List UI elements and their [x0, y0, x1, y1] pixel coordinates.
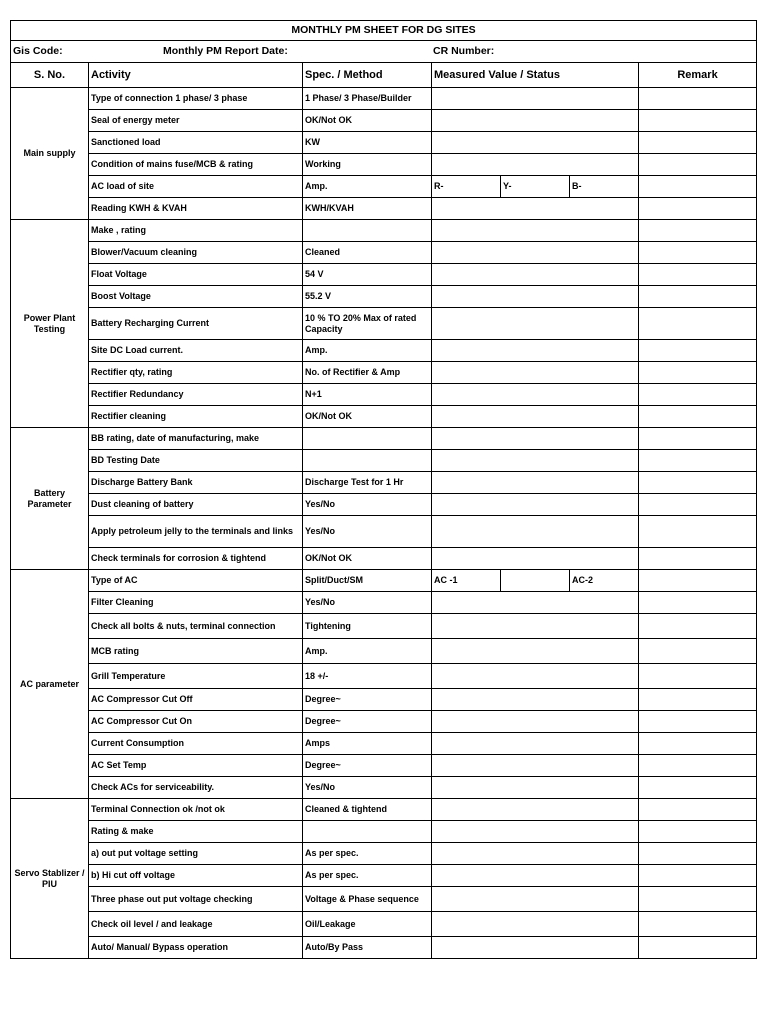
table-row [11, 494, 757, 516]
spec-cell: Discharge Test for 1 Hr [303, 472, 432, 494]
measured-cell[interactable] [432, 220, 639, 242]
section-label: Main supply [11, 88, 89, 220]
measured-cell[interactable] [432, 384, 639, 406]
table-row [11, 614, 757, 639]
spec-cell: Tightening [303, 614, 432, 639]
activity-cell: AC load of site [89, 176, 303, 198]
spec-cell: OK/Not OK [303, 406, 432, 428]
table-row [11, 220, 757, 242]
remark-cell[interactable] [639, 176, 757, 198]
measured-cell[interactable] [432, 912, 639, 937]
spec-cell: Amp. [303, 176, 432, 198]
activity-cell: Three phase out put voltage checking [89, 887, 303, 912]
activity-cell: MCB rating [89, 639, 303, 664]
measured-cell[interactable] [432, 711, 639, 733]
table-row [11, 308, 757, 340]
table-row [11, 384, 757, 406]
remark-cell[interactable] [639, 450, 757, 472]
measured-cell[interactable] [432, 450, 639, 472]
remark-cell[interactable] [639, 865, 757, 887]
spec-cell: Yes/No [303, 592, 432, 614]
measured-cell[interactable] [432, 472, 639, 494]
activity-cell: Boost Voltage [89, 286, 303, 308]
measured-cell[interactable] [432, 110, 639, 132]
spec-cell: Voltage & Phase sequence [303, 887, 432, 912]
report-date-label: Monthly PM Report Date: [163, 45, 288, 57]
table-row [11, 516, 757, 548]
measured-cell[interactable] [432, 494, 639, 516]
activity-cell: Check oil level / and leakage [89, 912, 303, 937]
activity-cell: Rectifier qty, rating [89, 362, 303, 384]
gis-code-label: Gis Code: [13, 45, 63, 57]
activity-cell: BD Testing Date [89, 450, 303, 472]
remark-cell[interactable] [639, 428, 757, 450]
spec-cell: N+1 [303, 384, 432, 406]
activity-cell: Dust cleaning of battery [89, 494, 303, 516]
section-label: AC parameter [11, 570, 89, 799]
spec-cell: Yes/No [303, 516, 432, 548]
table-row [11, 110, 757, 132]
remark-cell[interactable] [639, 664, 757, 689]
table-row [11, 912, 757, 937]
activity-cell: Check terminals for corrosion & tightend [89, 548, 303, 570]
remark-cell[interactable] [639, 340, 757, 362]
activity-cell: Reading KWH & KVAH [89, 198, 303, 220]
remark-cell[interactable] [639, 286, 757, 308]
measured-cell[interactable] [432, 887, 639, 912]
table-row [11, 154, 757, 176]
table-row [11, 777, 757, 799]
table-row [11, 406, 757, 428]
table-row [11, 362, 757, 384]
activity-cell: Make , rating [89, 220, 303, 242]
spec-cell: OK/Not OK [303, 110, 432, 132]
measured-cell[interactable] [432, 614, 639, 639]
measured-cell[interactable] [432, 428, 639, 450]
measured-subcell[interactable]: B- [570, 176, 639, 198]
table-row [11, 264, 757, 286]
remark-cell[interactable] [639, 592, 757, 614]
col-header-activity: Activity [89, 63, 303, 88]
measured-cell[interactable] [432, 198, 639, 220]
table-row [11, 755, 757, 777]
spec-cell: As per spec. [303, 843, 432, 865]
spec-cell: 1 Phase/ 3 Phase/Builder [303, 88, 432, 110]
activity-cell: Type of AC [89, 570, 303, 592]
activity-cell: b) Hi cut off voltage [89, 865, 303, 887]
measured-cell[interactable] [432, 362, 639, 384]
spec-cell: 55.2 V [303, 286, 432, 308]
activity-cell: Check ACs for serviceability. [89, 777, 303, 799]
activity-cell: Site DC Load current. [89, 340, 303, 362]
remark-cell[interactable] [639, 821, 757, 843]
page-title: MONTHLY PM SHEET FOR DG SITES [11, 21, 757, 41]
section-label: Servo Stablizer / PIU [11, 799, 89, 959]
activity-cell: Battery Recharging Current [89, 308, 303, 340]
remark-cell[interactable] [639, 799, 757, 821]
spec-cell [303, 428, 432, 450]
remark-cell[interactable] [639, 912, 757, 937]
spec-cell: Cleaned [303, 242, 432, 264]
activity-cell: Type of connection 1 phase/ 3 phase [89, 88, 303, 110]
remark-cell[interactable] [639, 777, 757, 799]
table-row [11, 937, 757, 959]
table-row [11, 799, 757, 821]
measured-cell[interactable] [432, 548, 639, 570]
pm-sheet-table [10, 20, 757, 959]
spec-cell: Degree~ [303, 689, 432, 711]
spec-cell: Amp. [303, 340, 432, 362]
activity-cell: Check all bolts & nuts, terminal connection [89, 614, 303, 639]
activity-cell: Discharge Battery Bank [89, 472, 303, 494]
remark-cell[interactable] [639, 308, 757, 340]
measured-cell[interactable] [432, 689, 639, 711]
activity-cell: Filter Cleaning [89, 592, 303, 614]
remark-cell[interactable] [639, 733, 757, 755]
spec-cell [303, 821, 432, 843]
activity-cell: Apply petroleum jelly to the terminals and links [89, 516, 303, 548]
remark-cell[interactable] [639, 264, 757, 286]
spec-cell: Degree~ [303, 711, 432, 733]
spec-cell: Cleaned & tightend [303, 799, 432, 821]
remark-cell[interactable] [639, 843, 757, 865]
remark-cell[interactable] [639, 494, 757, 516]
remark-cell[interactable] [639, 198, 757, 220]
spec-cell: 10 % TO 20% Max of rated Capacity [303, 308, 432, 340]
remark-cell[interactable] [639, 937, 757, 959]
table-row [11, 843, 757, 865]
table-row [11, 570, 757, 592]
measured-subcell[interactable] [501, 570, 570, 592]
table-row [11, 472, 757, 494]
remark-cell[interactable] [639, 88, 757, 110]
measured-cell[interactable] [432, 592, 639, 614]
activity-cell: Grill Temperature [89, 664, 303, 689]
remark-cell[interactable] [639, 384, 757, 406]
activity-cell: Blower/Vacuum cleaning [89, 242, 303, 264]
measured-cell[interactable] [432, 242, 639, 264]
activity-cell: Auto/ Manual/ Bypass operation [89, 937, 303, 959]
remark-cell[interactable] [639, 362, 757, 384]
section-label: Power Plant Testing [11, 220, 89, 428]
remark-cell[interactable] [639, 689, 757, 711]
table-row [11, 639, 757, 664]
column-header-row [11, 63, 757, 88]
info-row [11, 41, 757, 63]
col-header-spec: Spec. / Method [303, 63, 432, 88]
spec-cell: 18 +/- [303, 664, 432, 689]
col-header-remark: Remark [639, 63, 757, 88]
spec-cell: Amps [303, 733, 432, 755]
measured-cell[interactable] [432, 516, 639, 548]
table-row [11, 176, 757, 198]
spec-cell [303, 450, 432, 472]
measured-cell[interactable] [432, 664, 639, 689]
measured-cell[interactable] [432, 865, 639, 887]
measured-cell[interactable] [432, 264, 639, 286]
table-row [11, 340, 757, 362]
section-label: Battery Parameter [11, 428, 89, 570]
remark-cell[interactable] [639, 406, 757, 428]
table-row [11, 132, 757, 154]
activity-cell: a) out put voltage setting [89, 843, 303, 865]
measured-subcell[interactable]: Y- [501, 176, 570, 198]
table-row [11, 88, 757, 110]
table-row [11, 821, 757, 843]
measured-cell[interactable] [432, 154, 639, 176]
remark-cell[interactable] [639, 110, 757, 132]
measured-cell[interactable] [432, 132, 639, 154]
spec-cell: KW [303, 132, 432, 154]
activity-cell: Current Consumption [89, 733, 303, 755]
table-row [11, 711, 757, 733]
table-row [11, 428, 757, 450]
table-row [11, 733, 757, 755]
measured-subcell[interactable]: R- [432, 176, 501, 198]
measured-subcell[interactable]: AC-2 [570, 570, 639, 592]
activity-cell: Rating & make [89, 821, 303, 843]
activity-cell: AC Set Temp [89, 755, 303, 777]
spec-cell [303, 220, 432, 242]
measured-cell[interactable] [432, 639, 639, 664]
activity-cell: Float Voltage [89, 264, 303, 286]
activity-cell: Rectifier Redundancy [89, 384, 303, 406]
measured-cell[interactable] [432, 286, 639, 308]
spec-cell: Split/Duct/SM [303, 570, 432, 592]
measured-cell[interactable] [432, 340, 639, 362]
spec-cell: 54 V [303, 264, 432, 286]
table-row [11, 664, 757, 689]
measured-cell[interactable] [432, 406, 639, 428]
remark-cell[interactable] [639, 242, 757, 264]
remark-cell[interactable] [639, 472, 757, 494]
measured-subcell[interactable]: AC -1 [432, 570, 501, 592]
measured-cell[interactable] [432, 88, 639, 110]
activity-cell: Sanctioned load [89, 132, 303, 154]
col-header-sno: S. No. [11, 63, 89, 88]
info-cell [11, 41, 757, 63]
table-row [11, 286, 757, 308]
spec-cell: Degree~ [303, 755, 432, 777]
spec-cell: Working [303, 154, 432, 176]
table-row [11, 887, 757, 912]
remark-cell[interactable] [639, 548, 757, 570]
remark-cell[interactable] [639, 755, 757, 777]
remark-cell[interactable] [639, 614, 757, 639]
spec-cell: Amp. [303, 639, 432, 664]
measured-cell[interactable] [432, 308, 639, 340]
table-row [11, 548, 757, 570]
spec-cell: Yes/No [303, 494, 432, 516]
remark-cell[interactable] [639, 887, 757, 912]
remark-cell[interactable] [639, 639, 757, 664]
spec-cell: KWH/KVAH [303, 198, 432, 220]
measured-cell[interactable] [432, 777, 639, 799]
remark-cell[interactable] [639, 132, 757, 154]
measured-cell[interactable] [432, 799, 639, 821]
table-row [11, 450, 757, 472]
activity-cell: Rectifier cleaning [89, 406, 303, 428]
remark-cell[interactable] [639, 516, 757, 548]
remark-cell[interactable] [639, 570, 757, 592]
activity-cell: AC Compressor Cut On [89, 711, 303, 733]
table-row [11, 689, 757, 711]
remark-cell[interactable] [639, 154, 757, 176]
spec-cell: As per spec. [303, 865, 432, 887]
activity-cell: BB rating, date of manufacturing, make [89, 428, 303, 450]
title-row [11, 21, 757, 41]
spec-cell: Yes/No [303, 777, 432, 799]
cr-number-label: CR Number: [433, 45, 495, 57]
remark-cell[interactable] [639, 711, 757, 733]
spec-cell: Oil/Leakage [303, 912, 432, 937]
remark-cell[interactable] [639, 220, 757, 242]
table-row [11, 592, 757, 614]
activity-cell: Seal of energy meter [89, 110, 303, 132]
activity-cell: AC Compressor Cut Off [89, 689, 303, 711]
measured-cell[interactable] [432, 733, 639, 755]
measured-cell[interactable] [432, 843, 639, 865]
table-row [11, 198, 757, 220]
table-row [11, 242, 757, 264]
spec-cell: No. of Rectifier & Amp [303, 362, 432, 384]
measured-cell[interactable] [432, 755, 639, 777]
col-header-measured: Measured Value / Status [432, 63, 639, 88]
measured-cell[interactable] [432, 821, 639, 843]
measured-cell[interactable] [432, 937, 639, 959]
activity-cell: Condition of mains fuse/MCB & rating [89, 154, 303, 176]
table-row [11, 865, 757, 887]
spec-cell: Auto/By Pass [303, 937, 432, 959]
spec-cell: OK/Not OK [303, 548, 432, 570]
activity-cell: Terminal Connection ok /not ok [89, 799, 303, 821]
